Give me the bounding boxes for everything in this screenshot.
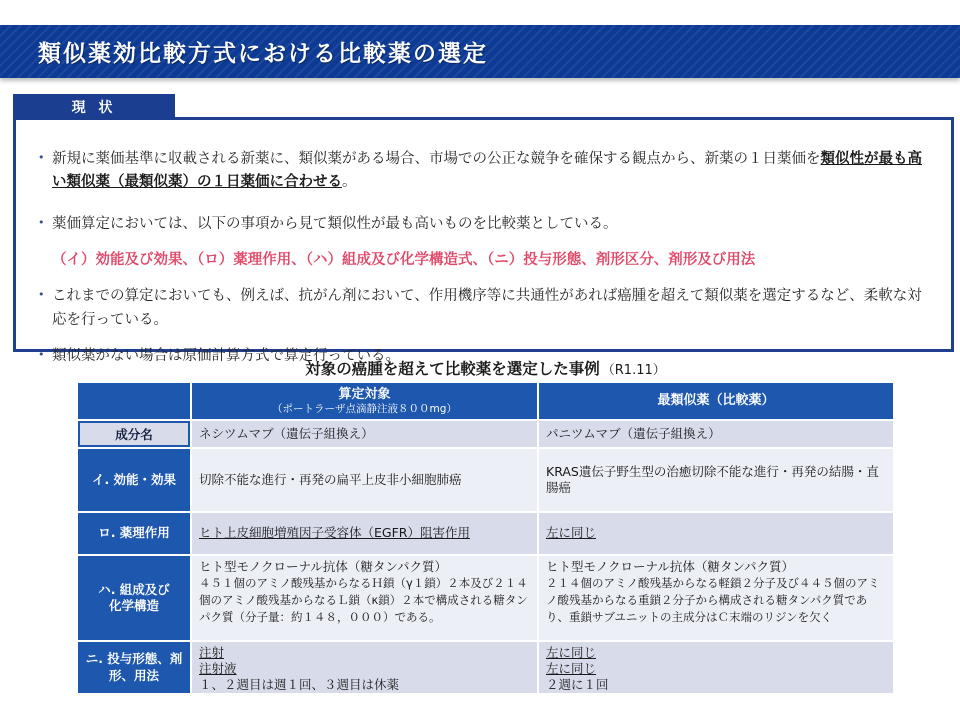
bullet-item-2 [32,213,929,236]
page-title: 類似薬効比較方式における比較薬の選定 [38,41,488,67]
bullet-2-text: 薬価算定においては、以下の事項から見て類似性が最も高いものを比較薬としている。 [52,216,618,233]
section-label-text: 現 状 [71,100,117,116]
administration-similar-line2: 左に同じ [546,661,597,676]
col-header-similar [539,383,893,419]
cell-administration-similar [539,642,893,693]
bullet-item-3 [32,285,929,331]
composition-similar-detail: ２１４個のアミノ酸残基からなる軽鎖２分子及び４４５個のアミノ酸残基からなる重鎖２分子から構成される糖タンパク質であり、重鎖サブユニットの主成分はＣ末端のリジンを欠く [546,576,880,624]
cell-ingredient-similar: パニツムマブ（遺伝子組換え） [539,421,893,447]
cell-efficacy-target: 切除不能な進行・再発の扁平上皮非小細胞肺癌 [192,449,537,511]
composition-target-detail: ４５１個のアミノ酸残基からなるＨ鎖（γ１鎖）２本及び２１４個のアミノ酸残基からなるＬ鎖（κ鎖）２本で構成される糖タンパク質（分子量：約１４８，０００）である。 [199,576,528,624]
composition-similar-head: ヒト型モノクローナル抗体（糖タンパク質） [546,559,795,574]
bullet-3-text: これまでの算定においても、例えば、抗がん剤において、作用機序等に共通性があれば癌腫を超えて類似薬を選定するなど、柔軟な対応を行っている。 [52,288,922,328]
bullet-icon: • [38,288,45,302]
bullet-1-emphasis: 類似性が最も高い類似薬（最類似薬）の１日薬価に合わせる [52,151,922,191]
composition-label-line2: 化学構造 [108,598,159,613]
col-header-similar-title: 最類似薬（比較薬） [657,393,775,409]
criteria-note: （イ）効能及び効果、（ロ）薬理作用、（ハ）組成及び化学構造式、（ニ）投与形態、剤形区分、剤形及び用法 [52,251,756,268]
administration-target-line3: １、２週目は週１回、３週目は休薬 [199,677,400,692]
row-label-ingredient: 成分名 [78,421,190,447]
cell-efficacy-similar: KRAS遺伝子野生型の治癒切除不能な進行・再発の結腸・直腸癌 [539,449,893,511]
section-label-genjo [13,94,175,120]
composition-label-line1: ハ. 組成及び [98,581,170,597]
cell-pharmacology-similar [539,513,893,554]
administration-similar-line3: ２週に１回 [546,677,609,692]
administration-label-line1: ニ. 投与形態、剤 [85,651,183,667]
bullet-4-text: 類似薬がない場合は原価計算方式で算定行っている。 [52,347,400,364]
row-label-efficacy: イ. 効能・効果 [78,449,190,511]
administration-label-line2: 形、用法 [108,667,159,683]
table-title [78,357,893,379]
summary-box [13,117,954,364]
cell-composition-target [192,556,537,640]
col-header-target [192,383,537,419]
cell-ingredient-target: ネシツムマブ（遺伝子組換え） [192,421,537,447]
row-label-composition [78,556,190,640]
bullet-item-1 [32,148,929,194]
row-label-pharmacology: ロ. 薬理作用 [78,513,190,554]
table-title-main: 対象の癌腫を超えて比較薬を選定した事例 [305,360,600,378]
administration-target-line1: 注射 [199,645,225,660]
pharmacology-similar-text: 左に同じ [546,525,597,541]
pharmacology-target-text: ヒト上皮細胞増殖因子受容体（EGFR）阻害作用 [199,525,470,541]
bullet-icon: • [38,347,45,361]
title-bar [0,25,960,78]
bullet-1-pre: 新規に薬価基準に収載される新薬に、類似薬がある場合、市場での公正な競争を確保する観点から、新薬の１日薬価を [52,151,821,167]
table-corner-cell [78,383,190,419]
bullet-1-post: 。 [342,174,357,191]
administration-similar-line1: 左に同じ [546,645,597,660]
cell-composition-similar [539,556,893,640]
cell-pharmacology-target [192,513,537,554]
comparison-table [78,383,893,693]
row-label-administration [78,642,190,693]
composition-target-head: ヒト型モノクローナル抗体（糖タンパク質） [199,559,448,574]
bullet-icon: • [38,216,45,230]
cell-administration-target [192,642,537,693]
bullet-1-text [52,151,922,190]
administration-target-line2: 注射液 [199,661,237,676]
col-header-target-title: 算定対象 [338,386,391,402]
table-title-note: （R1.11） [601,363,666,378]
col-header-target-subtitle: （ポートラーザ点滴静注液８００mg） [272,402,457,415]
bullet-icon: • [38,151,45,164]
